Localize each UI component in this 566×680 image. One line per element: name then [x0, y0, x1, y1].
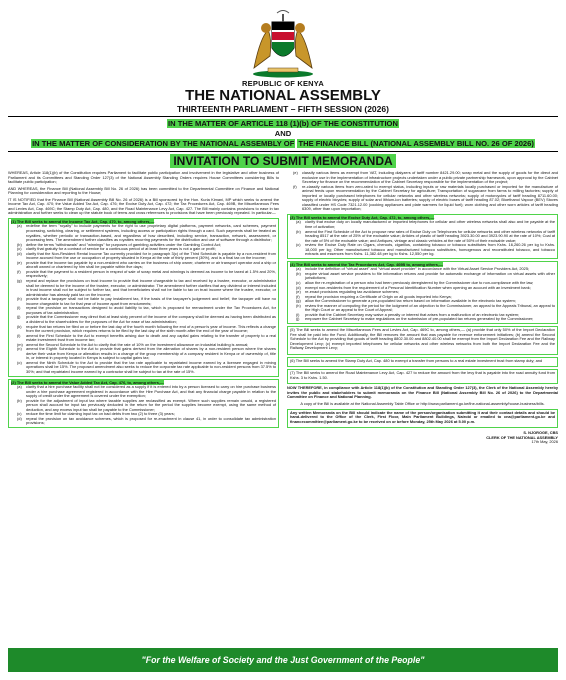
matter-line-2: IN THE MATTER OF CONSIDERATION BY THE NATIONAL ASSEMBLY OF [32, 139, 295, 148]
tax-procedures-section [287, 261, 558, 324]
item-text: redefine the term "royalty" to include payments for the right to use proprietary digital platforms, payment networks, card schemes, payment processing, switching, clearing, or settlement systems, including access or participation rights through a card. Such payments shall be treated as royalties, whether periodic or transaction-based, and regardless of how described, including service, transaction, network, assessment, or processing fees. The amendment further classifies as royalties recurring payments for the distribution and use of software through a distributor; [26, 223, 276, 243]
item-marker: (j) [296, 316, 300, 322]
kenya-coat-of-arms-icon [246, 8, 320, 78]
item-text: repeal the provision on transactions designed to avoid liability to tax, which is proposed for reenactment under the Tax Procedures Act, for purposes of tax administration; [26, 305, 276, 315]
bill-copy-link[interactable]: A copy of the Bill is available at the National Assembly Table Office or http://www.parliament.go.ke/the-national-assembly/house-business/bills. [300, 400, 545, 406]
tax-procedures-heading: (4) The Bill seeks to amend the Tax Procedures Act, Cap. 469B to, among others,— [290, 261, 443, 267]
motto-banner [8, 648, 558, 672]
signer-role: CLERK OF THE NATIONAL ASSEMBLY [486, 434, 558, 440]
divider-top [8, 116, 558, 117]
stamp-duty-text: (6) The Bill seeks to amend the Stamp Duty Act, Cap. 480 to exempt a transfer from persons to a real estate investment trust from stamp duty; and [290, 357, 543, 363]
item-text: empower the Cabinet Secretary to make regulations on the submission of pre-populated tax returns generated by the Commissioner; [305, 316, 534, 322]
parliament-session: THIRTEENTH PARLIAMENT – FIFTH SESSION (2026) [177, 104, 389, 114]
item-marker: (b) [17, 397, 22, 403]
income-tax-section [8, 218, 279, 377]
item-text: provide that the income tax payable by a non-resident who carries on the business of ship owner, charterer or air transport operator and a ship or aircraft owned or chartered by him shall be payable within five days; [26, 259, 276, 270]
item-marker: (m) [17, 341, 23, 347]
road-levy-section [287, 369, 558, 384]
and-whereas-paragraph: AND WHEREAS, the Finance Bill (National Assembly Bill No. 26 of 2026) has been committed to the Departmental Committee on Finance and National Planning for consideration and reporting to the House; [8, 185, 279, 196]
item-text: clarify that gratuity for a contract of service for a continuous period of at least three years is not a gain or profit; [26, 246, 216, 252]
vat-item [293, 171, 558, 185]
signature-block [287, 431, 558, 445]
excise-section [287, 214, 558, 259]
item-marker: (i) [17, 305, 21, 311]
item-text: re-enact provisions regulating tax avoidance schemes; [305, 289, 399, 295]
motto-text: "For the Welfare of Society and the Just Government of the People" [141, 655, 425, 665]
item-marker: (j) [17, 314, 21, 320]
item-text: define the terms "withdrawals" and "winnings" for purposes of gambling activities under the Gambling Control Act; [26, 241, 221, 247]
income-tax-item [17, 361, 276, 375]
item-text: review the Excise Duty Rate on Cigars, cheroots, cigarillos, containing tobacco or tobacco substitutes from Kshs. 16,260.26 per kg to Kshs. 18,000 per kg; Other manufactured tobacco and manufactured tobacco substitutes, homogenous and reconstituted tobacco, and tobacco extracts and essences from Kshs. 11,382.48 per kg to Kshs. 12,550 per kg. [305, 242, 555, 257]
right-column [287, 171, 558, 631]
item-marker: (d) [296, 284, 301, 290]
income-tax-heading: (1) The Bill seeks to amend the Income Tax Act, Cap. 470, to, among others,— [11, 218, 155, 224]
item-marker: (a) [17, 384, 22, 390]
vat-section [8, 379, 279, 428]
matter-block [8, 119, 558, 149]
republic-label: REPUBLIC OF KENYA [242, 79, 324, 88]
vat-heading: (2) The Bill seeks to amend the Value Added Tax Act, Cap. 476, to, among others,— [11, 379, 164, 385]
item-text: require that tax returns be filed on or before the last day of the fourth month following the end of a person's year of income. This reflects a change from the current provision, which requires returns to be filed by the last day of the sixth month after the end of the year of income; [26, 323, 276, 334]
item-marker: (c) [296, 280, 301, 286]
vat-item [17, 385, 276, 399]
income-tax-item [17, 279, 276, 297]
item-marker: (a) [296, 266, 301, 272]
item-marker: (g) [296, 298, 301, 304]
item-marker: (b) [296, 270, 301, 276]
income-tax-item [17, 224, 276, 242]
now-therefore-paragraph: NOW THEREFORE, in compliance with Article 118(1)(b) of the Constitution and Standing Order 127(3), the Clerk of the National Assembly hereby invites the public and stakeholders to submit memoranda on the Finance Bill (National Assembly Bill No. 26 of 2026) to the Departmental Committee on Finance and National Planning. [287, 385, 558, 400]
item-marker: (d) [17, 415, 22, 421]
misc-fees-text: (5) The Bill seeks to amend the Miscellaneous Fees and Levies Act, Cap. 469C to, among others,— (a) provide that only 50% of the Import Declaration Fee shall be paid into the Fund. Additionally, the Bill removes the amount that was payable for revenue enforcement initiatives; (b) amend the Second Schedule to the Act by providing that goods of tariff heading 8802.30.00 and 8802.40.00 shall be exempt from the Import Declaration Fee and the Railway Development Levy; (c) exempt imported telephones for cellular networks and other wireless networks from both the Import Declaration Fee and the Railway Development Levy; [290, 326, 555, 351]
memoranda-text: Any written Memoranda on the Bill should indicate the name of the person/organisation submitting it and their contact details and should be hand-delivered to the Office of the Clerk, First Floor, Main Parliament Buildings, Nairobi or emailed to cna@parliament.go.ke and financecommittee@parliament.go.ke to be received on or before Monday, 25th May 2026 at 5.00 p.m. [290, 409, 555, 424]
item-text: provide that the payment to a resident person in respect of sale of scrap metal and winnings is deemed as income to be taxed at 1.5% and 20%, respectively; [26, 268, 276, 279]
excise-item [296, 243, 555, 257]
item-marker: (e) [17, 259, 22, 265]
invitation-title [8, 154, 558, 169]
item-text: repeal and replace the provisions on trust income to provide that income chargeable to tax and received by a trustee, executor, or administrator shall be deemed to be the income of the trustee, executor, or administrator. The amendment further clarifies that any dividend or interest included in trust income shall not be subject to further tax, and that beneficiaries shall not be liable to tax on trust income where the trustee, executor, or administrator has already paid tax on the income; [26, 278, 276, 297]
item-text: allow the Commissioner to generate a pre-populated tax return based on information available in the electronic tax system; [305, 298, 516, 304]
tax-procedures-list [290, 267, 555, 322]
invitation-title-text: INVITATION TO SUBMIT MEMORANDA [170, 154, 395, 168]
matter-line-1: IN THE MATTER OF ARTICLE 118 (1)(b) OF THE CONSTITUTION [168, 119, 398, 128]
matter-line-3: THE FINANCE BILL (NATIONAL ASSEMBLY BILL NO. 26 OF 2026) [298, 139, 534, 148]
stamp-duty-section [287, 357, 558, 368]
item-text: include the definition of "virtual asset" and "virtual asset provider" in accordance with the Virtual Asset Service Providers Act, 2025; [305, 266, 530, 272]
left-column [8, 171, 279, 631]
item-text: provide that the Cabinet Secretary may waive a penalty or interest that arises from a malfunction of an electronic tax system; [305, 311, 520, 317]
road-levy-text: (7) The Bill seeks to amend the Road Maintenance Levy Act, Cap. 427 to reduce the amount from the levy that is payable into the road annuity fund from Kshs. 3 to Kshs. 1.50. [290, 370, 555, 380]
income-tax-item [17, 347, 276, 361]
item-marker: (c) [17, 411, 22, 417]
excise-item [296, 230, 555, 244]
notified-paragraph: IT IS NOTIFIED that the Finance Bill (National Assembly Bill No. 26 of 2026) is a Bill sponsored by the Hon. Kuria Kimani, MP which seeks to amend the Income Tax Act, Cap. 470; the Value Added Tax Act, Cap. 476; the Excise Duty Act, Cap. 472; the Tax Procedures Act, Cap. 469B, the Miscellaneous Fees and Levies Act, Cap. 469C; the Stamp Duty Act, Cap. 480, and the Road Maintenance Levy Act, Cap. 427. The Bill mainly contains provisions to ease in tax administration and further seeks to clean up the statute book of terms and cross references to provisions that have been previously repealed. In particular— [8, 196, 279, 216]
vat-item [17, 417, 276, 426]
item-text: amend the First Schedule of the Act to propose new rates of Excise Duty on Telephones for cellular networks and other wireless networks of tariff heading 8517 at the rate of 25% of the excisable value; Articles of plastic of tariff heading 3923.30.00 and 3923.90.90 at the rate of 10%; Coal at the rate of 5% of the excisable value; and Antiques, vintage and classic vehicles at the rate of 50% of their excisable value; [305, 228, 555, 243]
item-marker: (h) [17, 296, 22, 302]
item-marker: (k) [17, 323, 22, 329]
notice-columns [8, 171, 558, 631]
whereas-paragraph: WHEREAS, Article 118(1)(b) of the Constitution requires Parliament to facilitate public participation and involvement in the legislative and other business of Parliament and its Committees and Standing Order 127(3) of the National Assembly Standing Orders requires House Committees considering Bills to facilitate public participation; [8, 171, 279, 185]
vat-list-continued [287, 171, 558, 212]
misc-fees-section [287, 326, 558, 355]
income-tax-list [11, 224, 276, 374]
item-marker: (l) [17, 332, 21, 338]
item-marker: (e) [296, 289, 301, 295]
item-text: provide for the adjustment of input tax where taxable supplies are reclassified as exempt. Where such supplies remain unsold, a registered person shall account for input tax previously deducted in the return for the period the supplies become exempt, using the same method of deduction, and any excess input tax shall be payable to the Commissioner; [26, 397, 276, 412]
item-text: classify various items as exempt from VAT, including dialyzers of tariff number 8421.29.00; scrap metal and the supply of goods for the direct and exclusive use in the implementation of infrastructure projects undertaken under a public private partnership framework, upon approval by the Cabinet Secretary for finance on the recommendation of the Cabinet Secretary responsible for the implementation of the project; [302, 171, 558, 185]
item-marker: (c) [296, 242, 301, 248]
item-text: exempt non-residents from the requirement of a Personal Identification Number when opening an account with an investment bank; [305, 284, 531, 290]
item-text: amend the First Schedule to the Act to exempt benefits arising due to death and any capital gains relating to the transfer of property to a real estate investment trust from income tax; [26, 332, 276, 343]
item-marker: (b) [296, 228, 301, 234]
assembly-title: THE NATIONAL ASSEMBLY [185, 87, 381, 104]
item-marker: (e) [293, 171, 298, 175]
item-text: require virtual asset service providers to file information returns and provide for automatic exchange of information on virtual assets with other jurisdictions; [305, 270, 555, 281]
item-text: clarify that the Non-Resident Rental Income Tax currently provided for in paragraph 3(c) of the Third Schedule is payable by a non-resident from income accrued from the use or occupation of property situated in Kenya at the rate of thirty percent (30%), and is a final tax on the income; [26, 250, 276, 261]
vat-item [17, 399, 276, 413]
item-marker: (c) [17, 246, 22, 252]
excise-list [290, 220, 555, 256]
masthead [8, 79, 558, 114]
memoranda-instructions [287, 409, 558, 429]
item-text: clarify that a hire purchase facility shall not be considered as a supply if it is entered into by a person licensed to carry on hire purchase business under a hire purchase agreement registered in accordance with the Hire Purchase Act, and that any financial charge payable in relation to the supply of credit under the agreement is covered under the exemption; [26, 384, 276, 399]
item-text: amend the Second Schedule to the Act to clarify that the rate of 10% on the investment allowance on industrial building is annual; [26, 341, 249, 347]
item-text: clarify that excise duty on locally manufactured or imported telephones for cellular and other wireless networks shall also and be payable at the time of activation; [305, 219, 555, 230]
vat-item [293, 185, 558, 212]
item-text: amend the Ninth Schedule to the Act to provide that the tax rate applicable to repatriated income earned by a licensee engaged in mining operations shall be 15%. The proposed amendment also seeks to reduce the corporate tax rate applicable to non-resident persons from 37.5% to 30%; and that repatriated income earned by a contractor shall be subject to tax at the rate of 15%. [26, 359, 276, 374]
item-marker: (h) [296, 302, 301, 308]
item-marker: (d) [17, 250, 22, 256]
item-marker: (n) [17, 346, 22, 352]
item-marker: (f) [293, 183, 297, 189]
item-marker: (a) [17, 223, 22, 229]
item-text: allow the re-registration of a person who had been previously deregistered by the Commissioner due to non-compliance with the law; [305, 280, 534, 286]
item-marker: (i) [296, 311, 300, 317]
item-text: re-classify various items from zero-rated to exempt status, including inputs or raw materials locally purchased or imported for the manufacture of animal feeds upon recommendation by the Cabinet Secretary for agriculture; Transportation of sugarcane from farms to milling factories; supply of imported or locally purchased telephones for cellular networks and other wireless networks; supply of motorcycles of tariff heading 8711.60.00; supply of electric bicycles; supply of solar and lithium-ion batteries; supply of electric buses of tariff heading 87.02; Bioethanol Vapour (BEV) Stoves classified under HS Code 7321.12.00 (cooking appliances and plate warmers for liquid fuel); worn clothing and other worn articles of tariff heading 6309, other than upon importation; [302, 183, 558, 212]
item-marker: (b) [17, 241, 22, 247]
item-text: review the manner of computing the period for the lodgment of an objection to the Commissioner, an appeal to the Appeals Tribunal, an appeal to the High Court or an appeal to the Court of Appeal; [305, 302, 555, 313]
tax-procedures-item [296, 317, 555, 322]
signer-name: S. NJOROGE, CBS [523, 430, 558, 436]
notice-date: 17th May, 2026 [531, 439, 558, 445]
item-text: provide that the Commissioner may direct that at least sixty percent of the income of the company shall be deemed as having been distributed as a dividend to the shareholders for the purposes of the Act for ease of tax administration; [26, 314, 276, 324]
item-marker: (g) [17, 278, 22, 284]
item-marker: (o) [17, 359, 22, 365]
divider-mid [8, 151, 558, 152]
item-marker: (a) [296, 219, 301, 225]
item-marker: (f) [17, 268, 21, 274]
item-marker: (f) [296, 293, 300, 299]
item-text: amend the Eighth Schedule to the Act to provide that gains derived from the alienation of shares by a non-resident person where the shares derive their value from Kenya or alienation results in a change of the group membership of a company resident in Kenya or of ownership of, title in, or interest in property located in Kenya is subject to capital gains tax; [26, 346, 276, 361]
item-text: repeal the provision requiring a Certificate of Origin on all goods imported into Kenya; [305, 293, 452, 299]
item-text: repeal the provision on tax avoidance schemes, which is proposed for re-enactment in clause 41, in order to consolidate tax administration provisions; [26, 415, 276, 426]
excise-heading: (3) The Bill seeks to amend the Excise Duty Act, Cap. 472, to, among others,— [290, 214, 435, 220]
matter-and: AND [274, 129, 292, 138]
vat-list [11, 385, 276, 426]
item-text: provide that a taxpayer shall not be liable to pay installment tax, if the basis of the taxpayer's judgement and belief, the taxpayer will have no income chargeable to tax for that year of income apart from emoluments; [26, 296, 276, 306]
item-text: reduce the time limit for claiming input tax on bad debts from two (2) to three (3) years; [26, 411, 175, 417]
